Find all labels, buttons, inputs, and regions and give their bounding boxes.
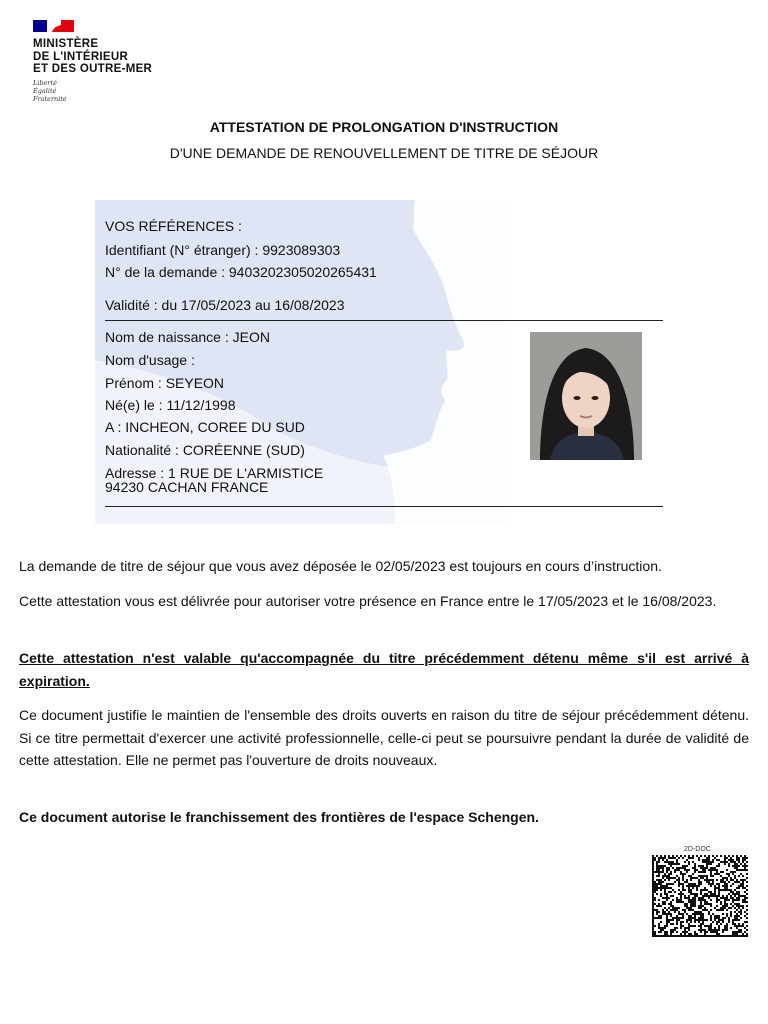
id-photo [530, 332, 642, 460]
divider [105, 320, 663, 321]
document-title: ATTESTATION DE PROLONGATION D'INSTRUCTION [209, 119, 559, 135]
divider [105, 506, 663, 507]
first-name: Prénom : SEYEON [105, 375, 225, 391]
ministry-line: ET DES OUTRE-MER [33, 63, 153, 75]
birth-date: Né(e) le : 11/12/1998 [105, 397, 236, 413]
paragraph-rights: Ce document justifie le maintien de l'ensemble des droits ouverts en raison du titre de séjour précédemment détenu. Si ce titre permettait d'exercer une activité professionnelle, celle-ci peut se poursuivre pendant la durée de validité de cette attestation. Elle ne permet pas l'ouverture de droits nouveaux. [19, 707, 749, 768]
motto-line: Fraternité [33, 94, 67, 103]
document-subtitle: D'UNE DEMANDE DE RENOUVELLEMENT DE TITRE DE SÉJOUR [169, 145, 599, 161]
motto-line: Liberté [33, 78, 57, 87]
nationality: Nationalité : CORÉENNE (SUD) [105, 442, 305, 458]
barcode-label: 2D-DOC [684, 846, 711, 853]
address-line-2: 94230 CACHAN FRANCE [105, 479, 269, 495]
paragraph-status: La demande de titre de séjour que vous avez déposée le 02/05/2023 est toujours en cours d’instruction. [19, 558, 662, 574]
paragraph-validity-warning: Cette attestation n'est valable qu'accompagnée du titre précédemment détenu même s'il est arrivé à expiration. [19, 650, 749, 689]
demande-number: N° de la demande : 9403202305020265431 [105, 264, 377, 280]
birth-name: Nom de naissance : JEON [105, 329, 270, 345]
marianne-icon [45, 20, 61, 32]
usage-name: Nom d'usage : [105, 352, 195, 368]
ministry-name [33, 38, 193, 76]
validity: Validité : du 17/05/2023 au 16/08/2023 [105, 297, 345, 313]
identifiant: Identifiant (N° étranger) : 9923089303 [105, 242, 341, 258]
datamatrix-barcode [652, 855, 748, 937]
republic-motto [33, 79, 193, 103]
paragraph-schengen: Ce document autorise le franchissement des frontières de l'espace Schengen. [19, 809, 539, 825]
address-line-1: Adresse : 1 RUE DE L'ARMISTICE [105, 465, 324, 481]
birth-place: A : INCHEON, COREE DU SUD [105, 419, 305, 435]
ministry-line: MINISTÈRE [33, 38, 99, 50]
motto-line: Égalité [33, 86, 57, 95]
paragraph-authorization: Cette attestation vous est délivrée pour autoriser votre présence en France entre le 17/05/2023 et le 16/08/2023. [19, 593, 717, 609]
ministry-logo [33, 20, 193, 103]
ministry-line: DE L'INTÉRIEUR [33, 50, 129, 63]
references-heading: VOS RÉFÉRENCES : [105, 218, 242, 234]
